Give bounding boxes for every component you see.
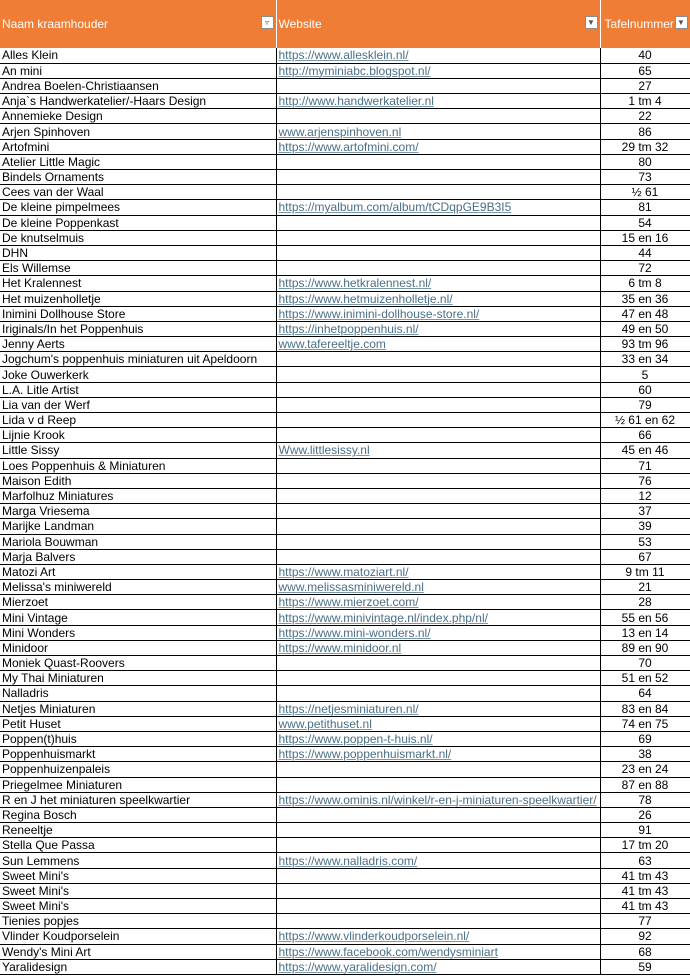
website-cell[interactable]: http://myminiabc.blogspot.nl/	[276, 63, 600, 78]
website-cell[interactable]: https://www.facebook.com/wendysminiart	[276, 944, 600, 959]
name-cell[interactable]: Iriginals/In het Poppenhuis	[0, 321, 276, 336]
name-cell[interactable]: Poppen(t)huis	[0, 731, 276, 746]
website-cell[interactable]: Www.littlesissy.nl	[276, 443, 600, 458]
table-row[interactable]	[0, 473, 690, 488]
name-cell[interactable]: Sweet Mini's	[0, 899, 276, 914]
table-row[interactable]	[0, 458, 690, 473]
table-row[interactable]	[0, 504, 690, 519]
table-number-cell[interactable]: 78	[600, 792, 690, 807]
name-cell[interactable]: Regina Bosch	[0, 807, 276, 822]
website-cell[interactable]	[276, 170, 600, 185]
table-number-cell[interactable]: 26	[600, 807, 690, 822]
table-number-cell[interactable]: 27	[600, 78, 690, 93]
name-cell[interactable]: Annemieke Design	[0, 109, 276, 124]
name-cell[interactable]: Joke Ouwerkerk	[0, 367, 276, 382]
table-row[interactable]	[0, 230, 690, 245]
table-row[interactable]	[0, 640, 690, 655]
table-row[interactable]	[0, 154, 690, 169]
table-row[interactable]	[0, 762, 690, 777]
name-cell[interactable]: Mini Vintage	[0, 610, 276, 625]
table-row[interactable]	[0, 777, 690, 792]
name-cell[interactable]: Yaralidesign	[0, 959, 276, 974]
name-cell[interactable]: Moniek Quast-Roovers	[0, 656, 276, 671]
website-cell[interactable]	[276, 671, 600, 686]
name-cell[interactable]: Reneeltje	[0, 823, 276, 838]
name-cell[interactable]: Marfolhuz Miniatures	[0, 488, 276, 503]
table-number-cell[interactable]: 44	[600, 245, 690, 260]
table-row[interactable]	[0, 944, 690, 959]
dropdown-icon[interactable]: ▼	[585, 16, 598, 29]
table-row[interactable]	[0, 853, 690, 868]
website-cell[interactable]	[276, 519, 600, 534]
table-row[interactable]	[0, 170, 690, 185]
website-cell[interactable]: https://netjesminiaturen.nl/	[276, 701, 600, 716]
website-cell[interactable]: https://www.minivintage.nl/index.php/nl/	[276, 610, 600, 625]
website-cell[interactable]	[276, 656, 600, 671]
table-number-cell[interactable]: 87 en 88	[600, 777, 690, 792]
header-row	[0, 0, 690, 48]
table-row[interactable]	[0, 139, 690, 154]
table-number-cell[interactable]: 76	[600, 473, 690, 488]
website-cell[interactable]: https://www.yaralidesign.com/	[276, 959, 600, 974]
name-cell[interactable]: Els Willemse	[0, 261, 276, 276]
table-number-cell[interactable]: 66	[600, 428, 690, 443]
website-cell[interactable]: https://www.hetkralennest.nl/	[276, 276, 600, 291]
name-cell[interactable]: Mierzoet	[0, 595, 276, 610]
table-row[interactable]	[0, 78, 690, 93]
name-cell[interactable]: Sun Lemmens	[0, 853, 276, 868]
table-row[interactable]	[0, 367, 690, 382]
website-cell[interactable]: www.melissasminiwereld.nl	[276, 580, 600, 595]
table-row[interactable]	[0, 124, 690, 139]
table-row[interactable]	[0, 519, 690, 534]
website-cell[interactable]	[276, 78, 600, 93]
table-row[interactable]	[0, 731, 690, 746]
name-cell[interactable]: Arjen Spinhoven	[0, 124, 276, 139]
table-number-cell[interactable]: 54	[600, 215, 690, 230]
table-row[interactable]	[0, 109, 690, 124]
name-cell[interactable]: Andrea Boelen-Christiaansen	[0, 78, 276, 93]
table-row[interactable]	[0, 883, 690, 898]
website-cell[interactable]: https://www.hetmuizenholletje.nl/	[276, 291, 600, 306]
table-row[interactable]	[0, 291, 690, 306]
website-cell[interactable]: https://www.nalladris.com/	[276, 853, 600, 868]
table-number-cell[interactable]: 65	[600, 63, 690, 78]
name-cell[interactable]: Jogchum's poppenhuis miniaturen uit Apeldoorn	[0, 352, 276, 367]
table-row[interactable]	[0, 914, 690, 929]
table-number-cell[interactable]: 72	[600, 261, 690, 276]
table-number-cell[interactable]: 9 tm 11	[600, 564, 690, 579]
name-cell[interactable]: Het muizenholletje	[0, 291, 276, 306]
table-number-cell[interactable]: 35 en 36	[600, 291, 690, 306]
name-cell[interactable]: Anja`s Handwerkatelier/-Haars Design	[0, 94, 276, 109]
table-row[interactable]	[0, 245, 690, 260]
table-row[interactable]	[0, 443, 690, 458]
header-name-label: Naam kraamhouder	[2, 17, 109, 31]
table-row[interactable]	[0, 306, 690, 321]
website-cell[interactable]	[276, 109, 600, 124]
table-row[interactable]	[0, 276, 690, 291]
table-row[interactable]	[0, 413, 690, 428]
website-cell[interactable]	[276, 488, 600, 503]
name-cell[interactable]: Atelier Little Magic	[0, 154, 276, 169]
table-number-cell[interactable]: 93 tm 96	[600, 337, 690, 352]
table-row[interactable]	[0, 899, 690, 914]
name-cell[interactable]: Marga Vriesema	[0, 504, 276, 519]
table-number-cell[interactable]: ½ 61 en 62	[600, 413, 690, 428]
website-cell[interactable]	[276, 230, 600, 245]
table-row[interactable]	[0, 580, 690, 595]
table-row[interactable]	[0, 686, 690, 701]
name-cell[interactable]: De kleine Poppenkast	[0, 215, 276, 230]
table-row[interactable]	[0, 397, 690, 412]
name-cell[interactable]: Bindels Ornaments	[0, 170, 276, 185]
name-cell[interactable]: Poppenhuismarkt	[0, 747, 276, 762]
name-cell[interactable]: Minidoor	[0, 640, 276, 655]
name-cell[interactable]: Petit Huset	[0, 716, 276, 731]
table-number-cell[interactable]: ½ 61	[600, 185, 690, 200]
table-row[interactable]	[0, 671, 690, 686]
name-cell[interactable]: An mini	[0, 63, 276, 78]
website-cell[interactable]: www.tafereeltje.com	[276, 337, 600, 352]
table-number-cell[interactable]: 64	[600, 686, 690, 701]
website-cell[interactable]: https://inhetpoppenhuis.nl/	[276, 321, 600, 336]
website-cell[interactable]	[276, 838, 600, 853]
table-number-cell[interactable]: 79	[600, 397, 690, 412]
name-cell[interactable]: DHN	[0, 245, 276, 260]
website-cell[interactable]: https://www.ominis.nl/winkel/r-en-j-miniaturen-speelkwartier/	[276, 792, 600, 807]
table-row[interactable]	[0, 792, 690, 807]
table-number-cell[interactable]: 63	[600, 853, 690, 868]
table-row[interactable]	[0, 595, 690, 610]
name-cell[interactable]: Matozi Art	[0, 564, 276, 579]
name-cell[interactable]: Cees van der Waal	[0, 185, 276, 200]
website-cell[interactable]	[276, 215, 600, 230]
table-number-cell[interactable]: 92	[600, 929, 690, 944]
name-cell[interactable]: Vlinder Koudporselein	[0, 929, 276, 944]
website-cell[interactable]	[276, 154, 600, 169]
name-cell[interactable]: Poppenhuizenpaleis	[0, 762, 276, 777]
website-cell[interactable]: https://www.allesklein.nl/	[276, 48, 600, 63]
table-number-cell[interactable]: 13 en 14	[600, 625, 690, 640]
table-number-cell[interactable]: 41 tm 43	[600, 899, 690, 914]
website-cell[interactable]	[276, 807, 600, 822]
website-cell[interactable]	[276, 245, 600, 260]
name-cell[interactable]: Artofmini	[0, 139, 276, 154]
table-row[interactable]	[0, 200, 690, 215]
website-cell[interactable]	[276, 428, 600, 443]
name-cell[interactable]: Mini Wonders	[0, 625, 276, 640]
website-cell[interactable]: https://www.poppen-t-huis.nl/	[276, 731, 600, 746]
website-cell[interactable]	[276, 883, 600, 898]
table-number-cell[interactable]: 17 tm 20	[600, 838, 690, 853]
website-cell[interactable]	[276, 549, 600, 564]
table-row[interactable]	[0, 534, 690, 549]
name-cell[interactable]: Wendy's Mini Art	[0, 944, 276, 959]
header-website-label: Website	[278, 17, 322, 31]
website-cell[interactable]: https://www.mini-wonders.nl/	[276, 625, 600, 640]
name-cell[interactable]: Marja Balvers	[0, 549, 276, 564]
website-cell[interactable]: https://www.inimini-dollhouse-store.nl/	[276, 306, 600, 321]
table-number-cell[interactable]: 86	[600, 124, 690, 139]
table-number-cell[interactable]: 1 tm 4	[600, 94, 690, 109]
name-cell[interactable]: Loes Poppenhuis & Miniaturen	[0, 458, 276, 473]
table-row[interactable]	[0, 625, 690, 640]
table-row[interactable]	[0, 185, 690, 200]
table-number-cell[interactable]: 15 en 16	[600, 230, 690, 245]
header-table-number-label: Tafelnummer	[604, 17, 674, 31]
table-row[interactable]	[0, 428, 690, 443]
table-number-cell[interactable]: 41 tm 43	[600, 883, 690, 898]
table-row[interactable]	[0, 382, 690, 397]
table-number-cell[interactable]: 53	[600, 534, 690, 549]
table-number-cell[interactable]: 74 en 75	[600, 716, 690, 731]
table-number-cell[interactable]: 45 en 46	[600, 443, 690, 458]
table-number-cell[interactable]: 49 en 50	[600, 321, 690, 336]
table-number-cell[interactable]: 38	[600, 747, 690, 762]
website-cell[interactable]	[276, 185, 600, 200]
table-row[interactable]	[0, 610, 690, 625]
table-number-cell[interactable]: 69	[600, 731, 690, 746]
website-cell[interactable]	[276, 382, 600, 397]
table-row[interactable]	[0, 564, 690, 579]
table-row[interactable]	[0, 261, 690, 276]
website-cell[interactable]	[276, 914, 600, 929]
website-cell[interactable]	[276, 777, 600, 792]
header-website[interactable]	[276, 0, 600, 48]
name-cell[interactable]: De knutselmuis	[0, 230, 276, 245]
website-cell[interactable]: www.arjenspinhoven.nl	[276, 124, 600, 139]
website-cell[interactable]: https://www.mierzoet.com/	[276, 595, 600, 610]
table-body	[0, 48, 690, 974]
name-cell[interactable]: Inimini Dollhouse Store	[0, 306, 276, 321]
name-cell[interactable]: Stella Que Passa	[0, 838, 276, 853]
table-row[interactable]	[0, 656, 690, 671]
table-number-cell[interactable]: 6 tm 8	[600, 276, 690, 291]
name-cell[interactable]: Het Kralennest	[0, 276, 276, 291]
name-cell[interactable]: L.A. Litle Artist	[0, 382, 276, 397]
table-number-cell[interactable]: 60	[600, 382, 690, 397]
table-row[interactable]	[0, 807, 690, 822]
name-cell[interactable]: Sweet Mini's	[0, 868, 276, 883]
table-number-cell[interactable]: 37	[600, 504, 690, 519]
table-number-cell[interactable]: 80	[600, 154, 690, 169]
table-row[interactable]	[0, 701, 690, 716]
header-name[interactable]	[0, 0, 276, 48]
table-number-cell[interactable]: 23 en 24	[600, 762, 690, 777]
name-cell[interactable]: Jenny Aerts	[0, 337, 276, 352]
table-number-cell[interactable]: 41 tm 43	[600, 868, 690, 883]
table-number-cell[interactable]: 89 en 90	[600, 640, 690, 655]
table-number-cell[interactable]: 83 en 84	[600, 701, 690, 716]
table-number-cell[interactable]: 12	[600, 488, 690, 503]
name-cell[interactable]: My Thai Miniaturen	[0, 671, 276, 686]
table-number-cell[interactable]: 77	[600, 914, 690, 929]
website-cell[interactable]	[276, 413, 600, 428]
table-number-cell[interactable]: 67	[600, 549, 690, 564]
table-number-cell[interactable]: 47 en 48	[600, 306, 690, 321]
table-row[interactable]	[0, 488, 690, 503]
website-cell[interactable]: https://www.artofmini.com/	[276, 139, 600, 154]
website-cell[interactable]	[276, 762, 600, 777]
table-number-cell[interactable]: 33 en 34	[600, 352, 690, 367]
table-number-cell[interactable]: 40	[600, 48, 690, 63]
name-cell[interactable]: Mariola Bouwman	[0, 534, 276, 549]
name-cell[interactable]: Marijke Landman	[0, 519, 276, 534]
name-cell[interactable]: Lia van der Werf	[0, 397, 276, 412]
table-row[interactable]	[0, 337, 690, 352]
name-cell[interactable]: Melissa's miniwereld	[0, 580, 276, 595]
website-cell[interactable]	[276, 534, 600, 549]
table-row[interactable]	[0, 716, 690, 731]
name-cell[interactable]: R en J het miniaturen speelkwartier	[0, 792, 276, 807]
table-number-cell[interactable]: 71	[600, 458, 690, 473]
table-number-cell[interactable]: 70	[600, 656, 690, 671]
table-row[interactable]	[0, 94, 690, 109]
website-cell[interactable]: https://www.minidoor.nl	[276, 640, 600, 655]
name-cell[interactable]: Tienies popjes	[0, 914, 276, 929]
table-row[interactable]	[0, 549, 690, 564]
table-row[interactable]	[0, 63, 690, 78]
name-cell[interactable]: Lijnie Krook	[0, 428, 276, 443]
table-number-cell[interactable]: 81	[600, 200, 690, 215]
website-cell[interactable]: http://www.handwerkatelier.nl	[276, 94, 600, 109]
table-row[interactable]	[0, 929, 690, 944]
table-row[interactable]	[0, 868, 690, 883]
table-row[interactable]	[0, 838, 690, 853]
name-cell[interactable]: Netjes Miniaturen	[0, 701, 276, 716]
website-cell[interactable]	[276, 686, 600, 701]
table-row[interactable]	[0, 48, 690, 63]
website-cell[interactable]: https://www.matoziart.nl/	[276, 564, 600, 579]
filter-active-icon[interactable]: ▿	[261, 16, 274, 29]
website-cell[interactable]	[276, 504, 600, 519]
website-cell[interactable]: www.petithuset.nl	[276, 716, 600, 731]
name-cell[interactable]: Sweet Mini's	[0, 883, 276, 898]
website-cell[interactable]	[276, 823, 600, 838]
table-row[interactable]	[0, 959, 690, 974]
website-cell[interactable]	[276, 868, 600, 883]
name-cell[interactable]: Maison Edith	[0, 473, 276, 488]
name-cell[interactable]: Nalladris	[0, 686, 276, 701]
website-cell[interactable]	[276, 352, 600, 367]
table-number-cell[interactable]: 5	[600, 367, 690, 382]
table-number-cell[interactable]: 51 en 52	[600, 671, 690, 686]
table-row[interactable]	[0, 215, 690, 230]
name-cell[interactable]: Priegelmee Miniaturen	[0, 777, 276, 792]
table-number-cell[interactable]: 91	[600, 823, 690, 838]
website-cell[interactable]	[276, 367, 600, 382]
table-number-cell[interactable]: 28	[600, 595, 690, 610]
website-cell[interactable]: https://www.poppenhuismarkt.nl/	[276, 747, 600, 762]
website-cell[interactable]: https://www.vlinderkoudporselein.nl/	[276, 929, 600, 944]
name-cell[interactable]: Alles Klein	[0, 48, 276, 63]
table-number-cell[interactable]: 22	[600, 109, 690, 124]
table-row[interactable]	[0, 321, 690, 336]
name-cell[interactable]: Little Sissy	[0, 443, 276, 458]
website-cell[interactable]: https://myalbum.com/album/tCDqpGE9B3I5	[276, 200, 600, 215]
website-cell[interactable]	[276, 458, 600, 473]
table-number-cell[interactable]: 68	[600, 944, 690, 959]
table-number-cell[interactable]: 55 en 56	[600, 610, 690, 625]
table-number-cell[interactable]: 39	[600, 519, 690, 534]
website-cell[interactable]	[276, 899, 600, 914]
table-row[interactable]	[0, 352, 690, 367]
website-cell[interactable]	[276, 473, 600, 488]
header-table-number[interactable]	[600, 0, 690, 48]
table-number-cell[interactable]: 73	[600, 170, 690, 185]
dropdown-icon[interactable]: ▼	[675, 16, 688, 29]
table-row[interactable]	[0, 823, 690, 838]
table-number-cell[interactable]: 29 tm 32	[600, 139, 690, 154]
name-cell[interactable]: Lida v d Reep	[0, 413, 276, 428]
table-number-cell[interactable]: 59	[600, 959, 690, 974]
website-cell[interactable]	[276, 397, 600, 412]
table-row[interactable]	[0, 747, 690, 762]
name-cell[interactable]: De kleine pimpelmees	[0, 200, 276, 215]
website-cell[interactable]	[276, 261, 600, 276]
table-number-cell[interactable]: 21	[600, 580, 690, 595]
